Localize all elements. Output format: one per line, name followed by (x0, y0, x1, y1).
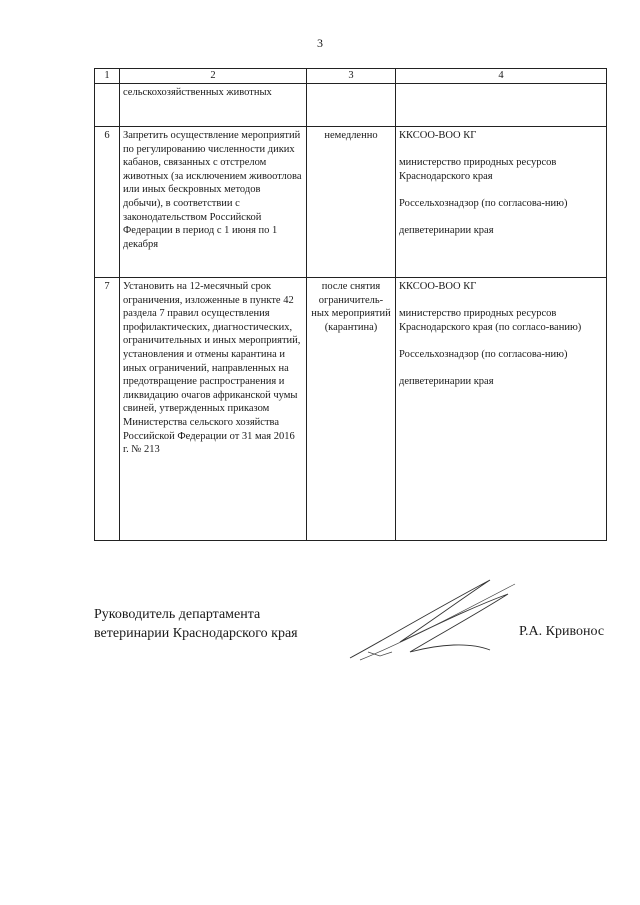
responsible-item: Россельхознадзор (по согласова-нию) (399, 197, 568, 209)
signatory-title (94, 605, 298, 643)
responsible-item: депветеринарии края (399, 376, 494, 388)
page-number: 3 (317, 36, 323, 50)
table-row (95, 278, 607, 541)
signatory-title-line-1: Руководитель департамента (94, 607, 261, 622)
term-cell (307, 84, 396, 127)
responsible-cell (396, 278, 607, 541)
responsible-item: министерство природных ресурсов Краснодарского края (399, 157, 557, 182)
term-text: немедленно (324, 130, 378, 141)
row-number-cell: 7 (95, 278, 120, 541)
term-text: после снятия ограничитель-ных мероприятий (карантина) (311, 281, 391, 333)
responsible-item: депветеринарии края (399, 225, 494, 237)
measures-table (94, 68, 607, 541)
signatory-title-line-2: ветеринарии Краснодарского края (94, 626, 298, 641)
table-header-row (95, 69, 607, 84)
measure-text: Установить на 12-месячный срок ограничения, изложенные в пункте 42 раздела 7 правил осуществления профилактических, диагностических, ограничительных и иных мероприятий, установления и отмены карантина и иных ограничений, направленных на предотвращение распространения и ликвидацию очагов африканской чумы свиней, утвержденных приказом Министерства сельского хозяйства Российской Федерации от 31 мая 2016 г. № 213 (123, 281, 301, 456)
measure-text: Запретить осуществление мероприятий по регулированию численности диких кабанов, связанных с отстрелом животных (за исключением живоотлова или иных бескровных методов добычи), в соответствии с законодательством Российской Федерации в период с 1 июня по 1 декабря (123, 130, 302, 250)
row-number-cell (95, 84, 120, 127)
measure-text: сельскохозяйственных животных (123, 87, 272, 98)
term-cell (307, 127, 396, 278)
term-cell (307, 278, 396, 541)
row-number-cell: 6 (95, 127, 120, 278)
table-row (95, 84, 607, 127)
header-col-1: 1 (95, 69, 120, 84)
handwritten-signature (340, 572, 520, 667)
header-col-2: 2 (120, 69, 307, 84)
measure-cell (120, 127, 307, 278)
responsible-item: ККСОО-ВОО КГ (399, 281, 477, 292)
measure-cell (120, 84, 307, 127)
responsible-item: министерство природных ресурсов Краснодарского края (по согласо-ванию) (399, 308, 582, 333)
responsible-item: Россельхознадзор (по согласова-нию) (399, 348, 568, 360)
signatory-name: Р.А. Кривонос (519, 624, 605, 639)
table-row (95, 127, 607, 278)
header-col-3: 3 (307, 69, 396, 84)
responsible-cell (396, 127, 607, 278)
measure-cell (120, 278, 307, 541)
responsible-item: ККСОО-ВОО КГ (399, 130, 477, 141)
responsible-cell (396, 84, 607, 127)
header-col-4: 4 (396, 69, 607, 84)
